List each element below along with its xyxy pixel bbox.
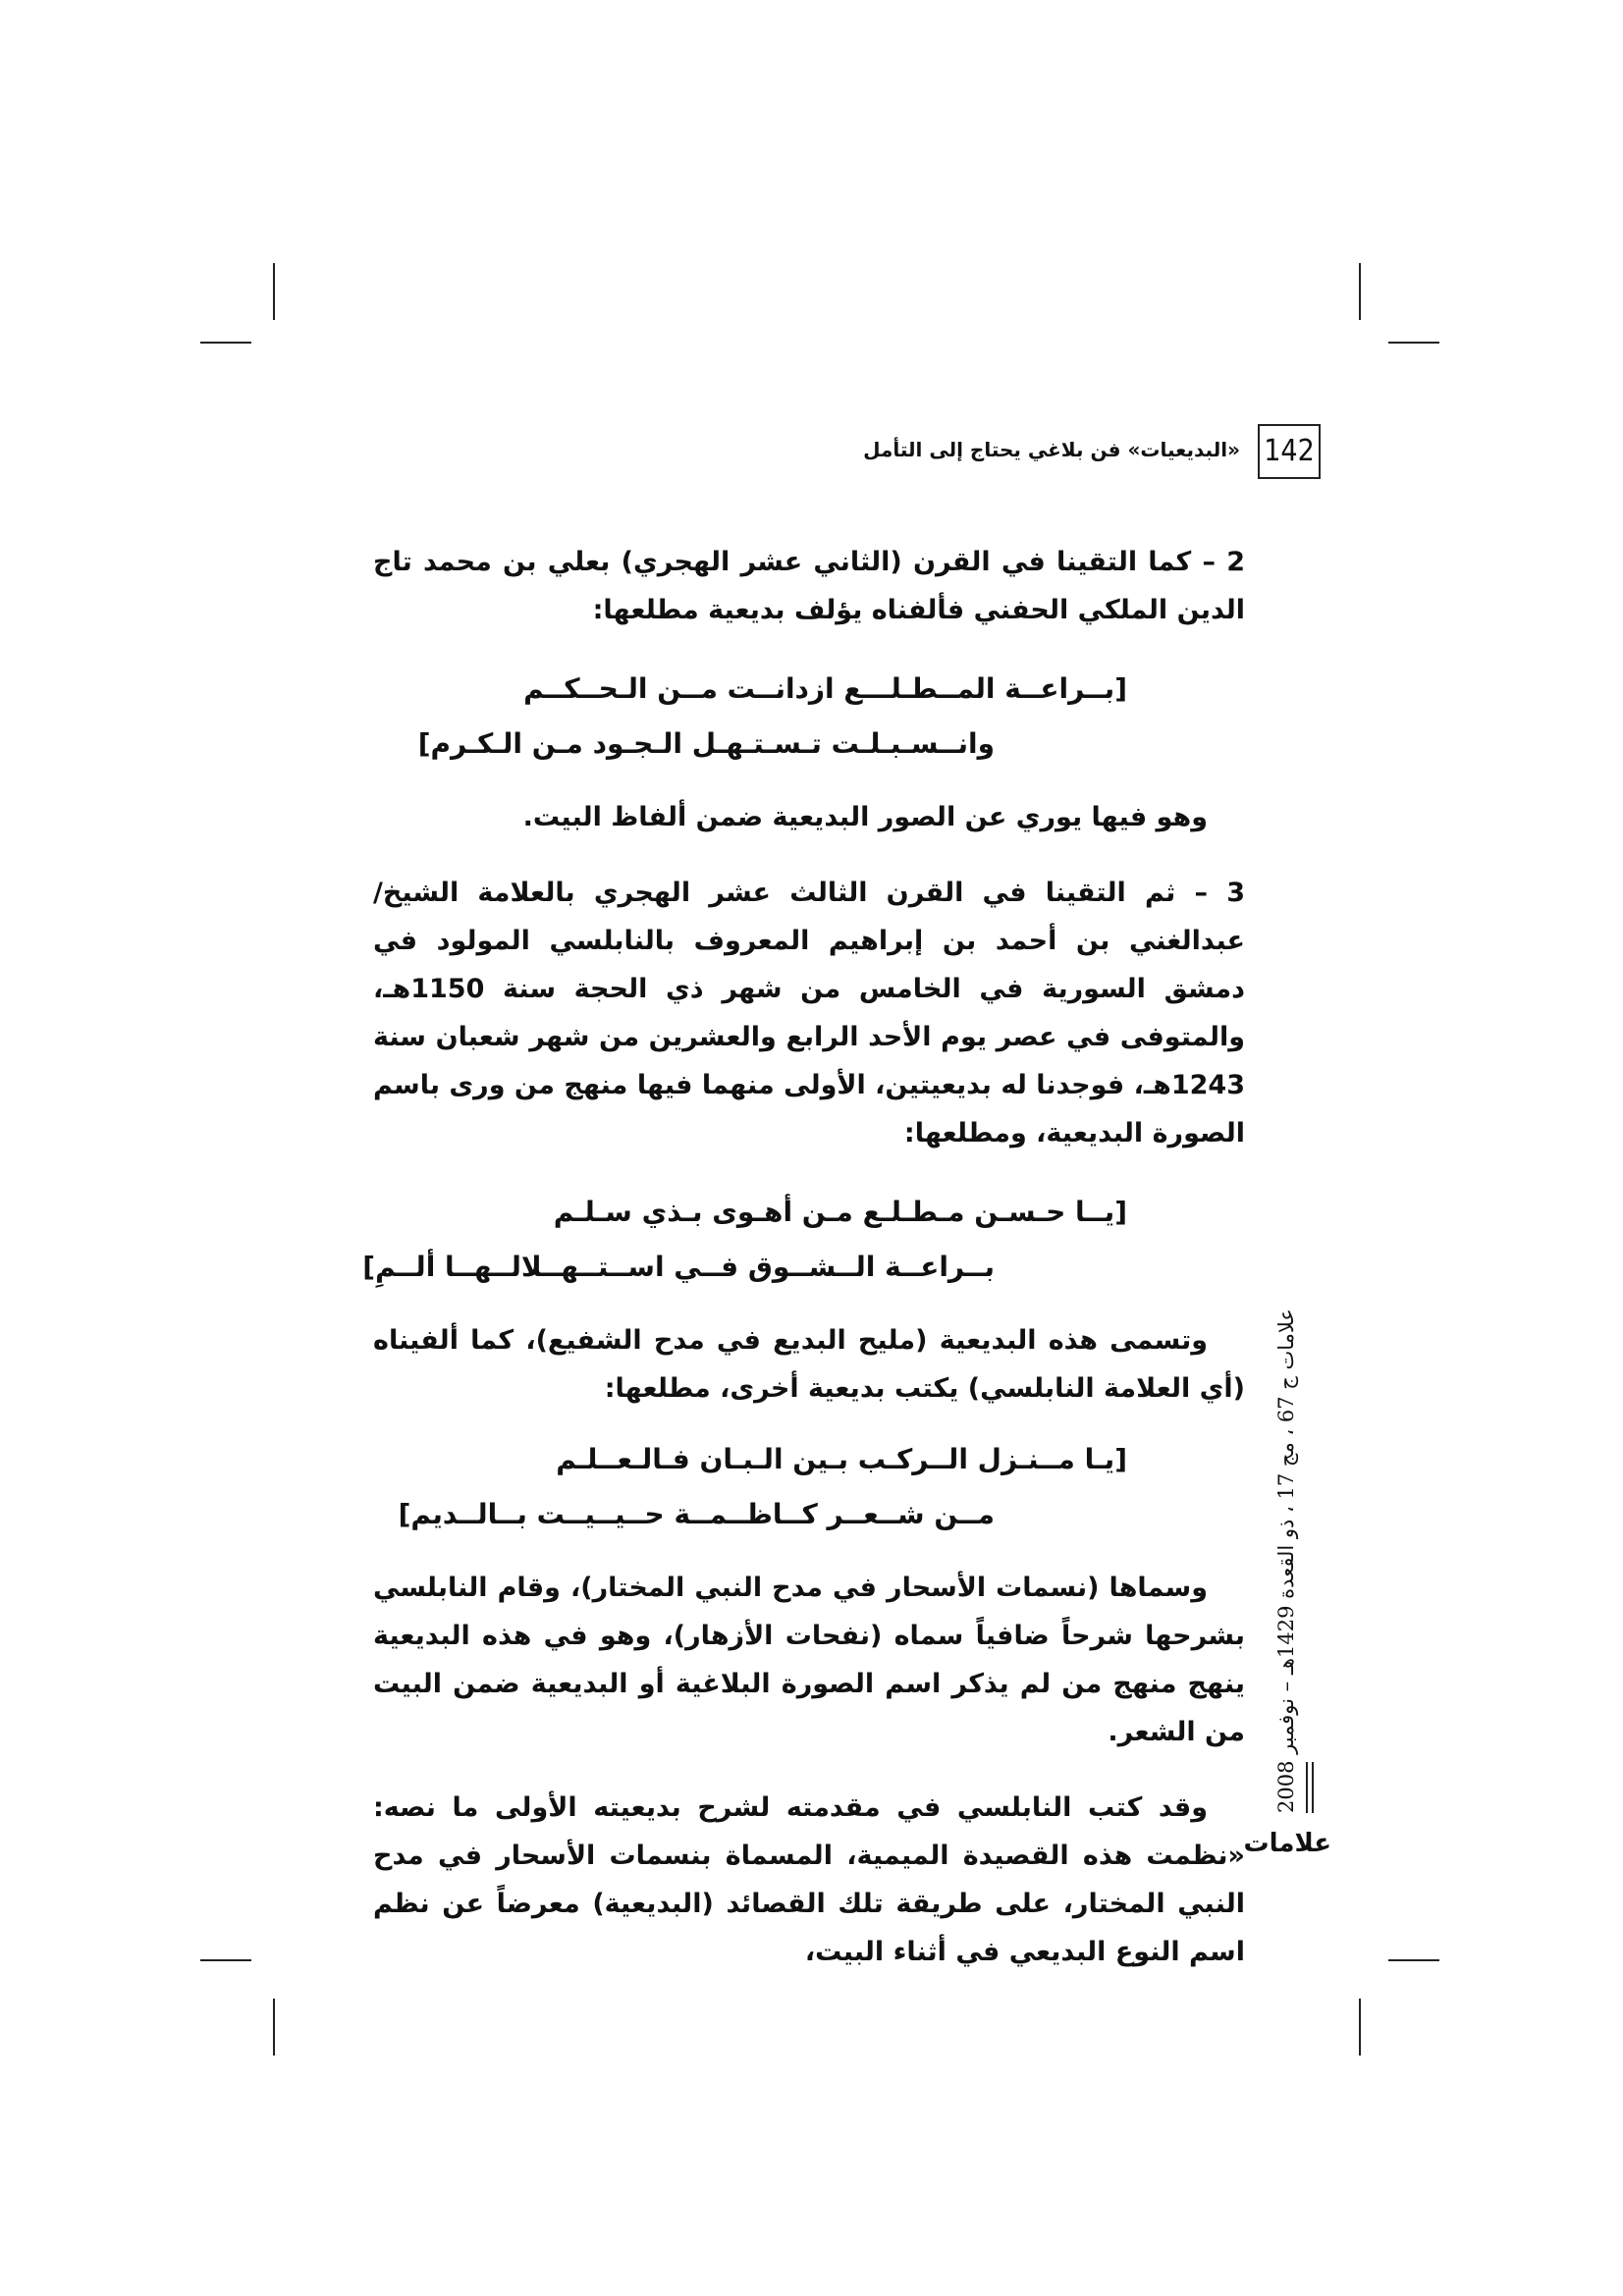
poem-verse [373,662,1245,772]
page-header [863,424,1321,483]
verse-hemistich: [يـا مــنـزل الــركـب بـين الـبـان فـالـعــلـم [556,1443,1127,1475]
crop-mark [1388,1959,1439,1961]
journal-logo: علامات [1243,1829,1331,1858]
journal-issue-note [1267,1308,1306,1813]
verse-hemistich: وانــسـبـلـت تـسـتـهـل الـجـود مـن الـكـرم] [417,727,995,760]
paragraph: وسماها (نسمات الأسحار في مدح النبي المختار)، وقام النابلسي بشرحها شرحاً ضافياً سماه (نفحات الأزهار)، وهو في هذه البديعية ينهج منهج من لم يذكر اسم الصورة البلاغية أو البديعية ضمن البيت من الشعر. [373,1573,1245,1747]
verse-hemistich: بــراعــة الــشــوق فــي اســتــهــلالــهــا ألــمِ] [362,1251,995,1283]
page-number: 142 [1258,424,1321,479]
crop-mark [1388,342,1439,344]
paragraph: وهو فيها يوري عن الصور البديعية ضمن ألفاظ البيت. [522,802,1208,832]
crop-mark [273,1999,275,2056]
verse-hemistich: [يــا حـسـن مـطـلـع مـن أهـوى بـذي سـلـم [553,1196,1127,1228]
crop-mark [1359,1999,1361,2056]
journal-issue-text: علامات ج 67 ، مج 17 ، ذو القعدة 1429هـ – نوفمبر 2008 [1274,1308,1298,1813]
crop-mark [273,263,275,320]
margin-rule [1306,1762,1314,1813]
poem-verse [373,1432,1245,1542]
crop-mark [1359,263,1361,320]
paragraph: وتسمى هذه البديعية (مليح البديع في مدح الشفيع)، كما ألفيناه (أي العلامة النابلسي) يكتب بديعية أخرى، مطلعها: [373,1325,1245,1404]
paragraph: 2 – كما التقينا في القرن (الثاني عشر الهجري) بعلي بن محمد تاج الدين الملكي الحفني فألفناه يؤلف بديعية مطلعها: [373,547,1245,625]
paragraph: 3 – ثم التقينا في القرن الثالث عشر الهجري بالعلامة الشيخ/ عبدالغني بن أحمد بن إبراهيم المعروف بالنابلسي المولود في دمشق السورية في الخامس من شهر ذي الحجة سنة 1150هـ، والمتوفى في عصر يوم الأحد الرابع والعشرين من شهر شعبان سنة 1243هـ، فوجدنا له بديعيتين، الأولى منهما فيها منهج من ورى باسم الصورة البديعية، ومطلعها: [373,878,1245,1148]
running-title: «البديعيات» فن بلاغي يحتاج إلى التأمل [863,438,1240,461]
crop-mark [200,342,251,344]
verse-hemistich: مــن شــعــر كــاظــمــة حــيــيــت بــالــديم] [398,1498,995,1530]
article-body [362,538,1245,2003]
crop-mark [200,1959,251,1961]
verse-hemistich: [بــراعــة المــطـلـــع ازدانــت مــن الـحــكــم [523,672,1127,705]
poem-verse [362,1185,1245,1295]
paragraph: وقد كتب النابلسي في مقدمته لشرح بديعيته الأولى ما نصه: «نظمت هذه القصيدة الميمية، المسماة بنسمات الأسحار في مدح النبي المختار، على طريقة تلك القصائد (البديعية) معرضاً عن نظم اسم النوع البديعي في أثناء البيت، [373,1792,1245,1967]
